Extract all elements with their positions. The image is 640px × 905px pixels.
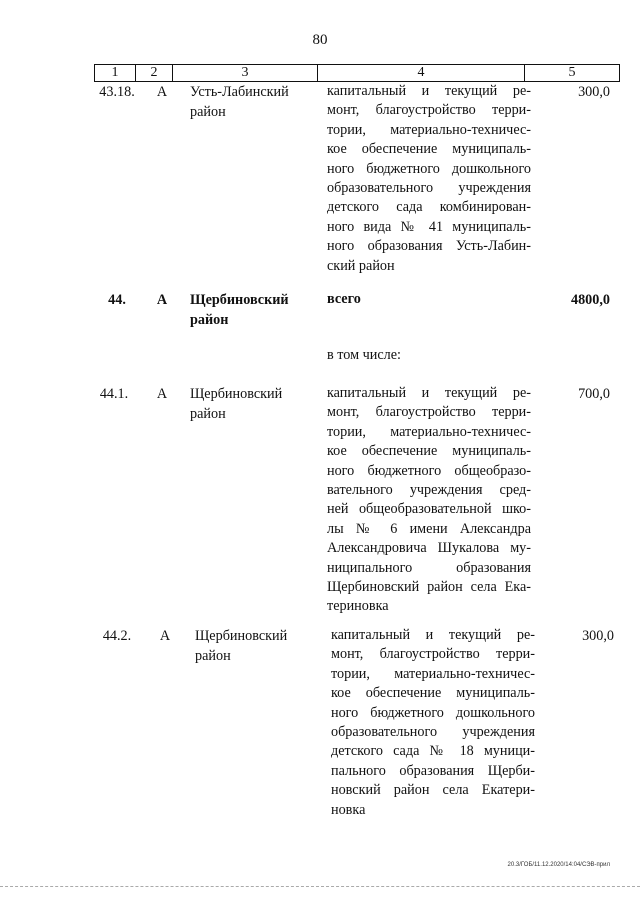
description-line: тории, материально-техничес- [327, 423, 531, 440]
document-footer-stamp: 20.3/ГОБ/11.12.2020/14:04/СЭВ-прил [507, 862, 610, 868]
description-line: новка [331, 801, 366, 818]
description-line: ниципального образования [327, 559, 531, 576]
description-line: новский район села Екатери- [331, 782, 535, 799]
scan-edge-line [0, 886, 640, 888]
column-header-5: 5 [525, 65, 620, 82]
description-line: ский район [327, 257, 395, 274]
column-header-table [94, 64, 620, 82]
description-line: Щербиновский район села Ека- [327, 579, 531, 596]
column-header-4: 4 [318, 65, 525, 82]
row-amount: 4800,0 [570, 292, 610, 308]
description-line: кое обеспечение муниципаль- [331, 685, 535, 702]
row-number: 44.1. [99, 386, 129, 402]
column-header-1: 1 [95, 65, 136, 82]
row-description [327, 290, 531, 309]
description-line: монт, благоустройство терри- [331, 646, 535, 663]
description-line: монт, благоустройство терри- [327, 404, 531, 421]
page-number: 80 [312, 32, 328, 48]
row-letter: А [159, 628, 171, 644]
row-district [190, 384, 315, 424]
subtotal-note: в том числе: [327, 347, 401, 363]
district-line: район [190, 312, 229, 328]
row-description [327, 384, 531, 617]
description-line: образовательного учреждения [327, 180, 531, 197]
description-line: тории, материально-техничес- [331, 665, 535, 682]
description-line: образовательного учреждения [331, 724, 535, 741]
column-header-row [95, 65, 620, 82]
row-letter: А [156, 84, 168, 100]
description-line: монт, благоустройство терри- [327, 102, 531, 119]
column-header-3: 3 [173, 65, 318, 82]
description-line: лы № 6 имени Александра [327, 520, 531, 537]
row-letter: А [156, 292, 168, 308]
row-number: 44. [108, 292, 126, 308]
district-line: Щербиновский [190, 386, 283, 402]
row-letter: А [156, 386, 168, 402]
row-description [327, 82, 531, 276]
description-line: всего [327, 291, 361, 307]
row-district [190, 82, 315, 122]
row-amount: 300,0 [578, 84, 610, 100]
description-line: детского сада № 18 муници- [331, 743, 535, 760]
row-description [331, 626, 535, 820]
district-line: Щербиновский [195, 628, 288, 644]
description-line: вательного учреждения сред- [327, 482, 531, 499]
row-amount: 300,0 [582, 628, 614, 644]
description-line: ного образования Усть-Лабин- [327, 238, 531, 255]
row-district [195, 626, 320, 666]
district-line: Усть-Лабинский [190, 84, 289, 100]
description-line: капитальный и текущий ре- [331, 627, 535, 643]
row-number: 43.18. [99, 84, 135, 100]
description-line: ного вида № 41 муниципаль- [327, 218, 531, 235]
description-line: териновка [327, 598, 389, 615]
district-line: Щербиновский [190, 292, 289, 308]
district-line: район [190, 406, 226, 422]
description-line: тории, материально-техничес- [327, 121, 531, 138]
row-number: 44.2. [102, 628, 132, 644]
column-header-2: 2 [136, 65, 173, 82]
description-line: Александровича Шукалова му- [327, 540, 531, 557]
description-line: пального образования Щерби- [331, 762, 535, 779]
row-amount: 700,0 [578, 386, 610, 402]
description-line: ного бюджетного дошкольного [331, 704, 535, 721]
description-line: детского сада комбинирован- [327, 199, 531, 216]
description-line: ного бюджетного дошкольного [327, 160, 531, 177]
description-line: капитальный и текущий ре- [327, 385, 531, 401]
district-line: район [190, 104, 226, 120]
description-line: кое обеспечение муниципаль- [327, 443, 531, 460]
description-line: ного бюджетного общеобразо- [327, 462, 531, 479]
description-line: кое обеспечение муниципаль- [327, 141, 531, 158]
description-line: капитальный и текущий ре- [327, 83, 531, 99]
row-district [190, 290, 315, 330]
district-line: район [195, 648, 231, 664]
description-line: ней общеобразовательной шко- [327, 501, 531, 518]
